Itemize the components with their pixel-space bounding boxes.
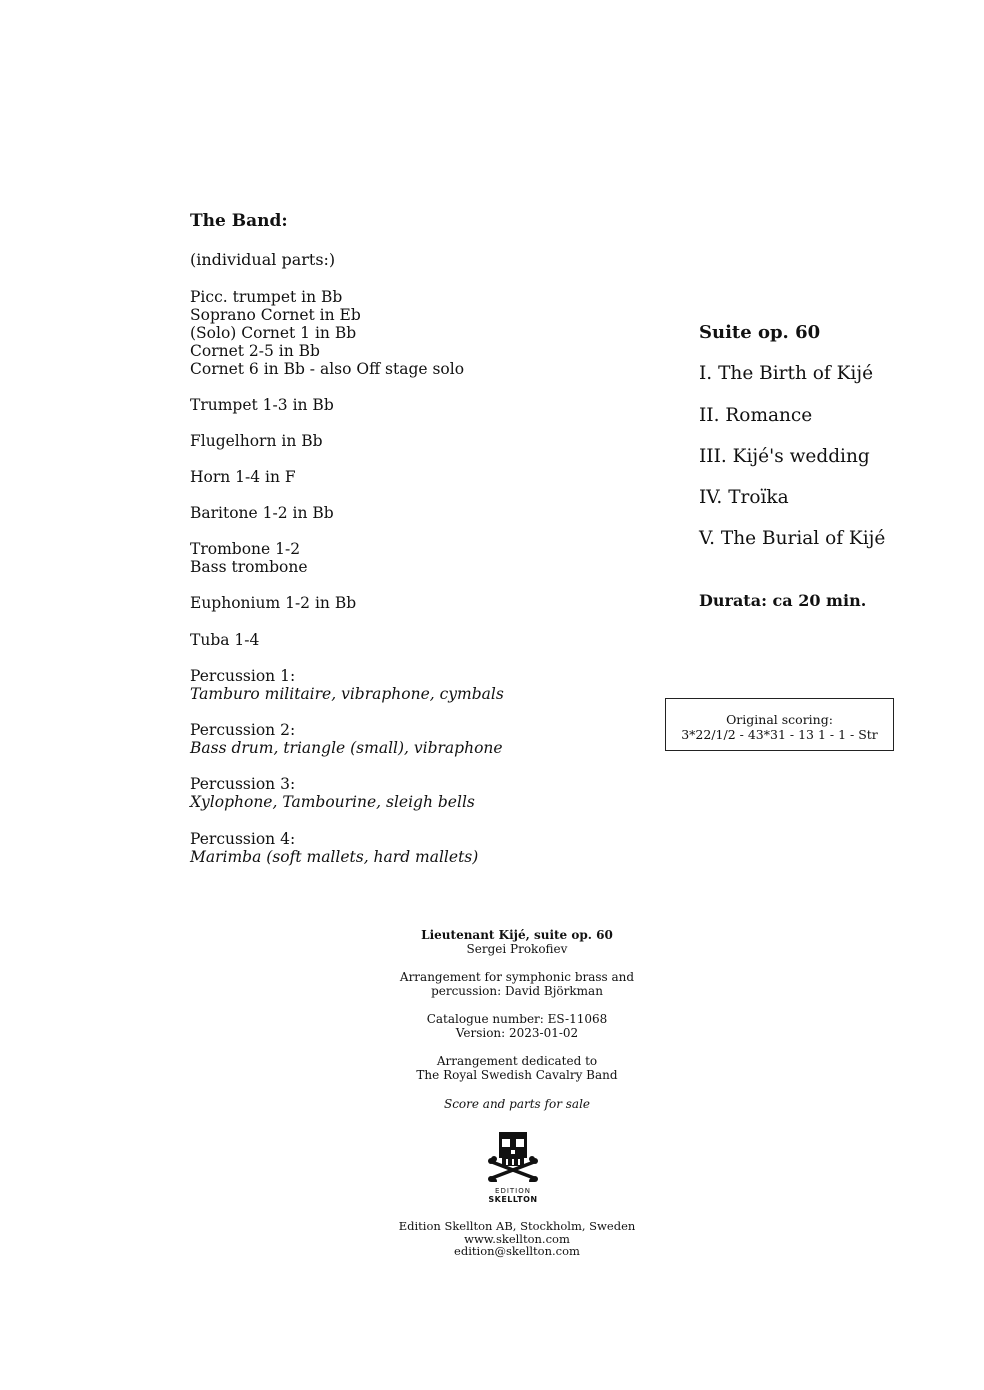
original-scoring-label: Original scoring: <box>726 712 833 727</box>
movement-title: I. The Birth of Kijé <box>699 363 874 384</box>
catalogue-number: Catalogue number: ES-11068 <box>426 1012 608 1026</box>
movement-title: III. Kijé's wedding <box>699 446 870 467</box>
dedication-line: The Royal Swedish Cavalry Band <box>416 1068 618 1082</box>
colophon-arrangement <box>380 970 654 998</box>
arrangement-line: Arrangement for symphonic brass and <box>399 970 635 984</box>
movement-title: IV. Troïka <box>699 487 789 508</box>
part-line: Flugelhorn in Bb <box>190 432 323 450</box>
publisher-website[interactable]: www.skellton.com <box>464 1231 570 1246</box>
percussion-instruments: Tamburo militaire, vibraphone, cymbals <box>190 685 504 703</box>
percussion-heading: Percussion 1: <box>190 667 296 685</box>
band-subtitle: (individual parts:) <box>190 250 336 269</box>
part-line: Trumpet 1-3 in Bb <box>190 396 334 414</box>
skull-crossbones-icon <box>486 1130 540 1182</box>
part-line: Euphonium 1-2 in Bb <box>190 594 357 612</box>
arrangement-line: percussion: David Björkman <box>431 984 603 998</box>
band-title: The Band: <box>190 211 288 231</box>
part-line: Tuba 1-4 <box>190 631 260 649</box>
publisher-name: Edition Skellton AB, Stockholm, Sweden <box>398 1219 636 1233</box>
sale-note: Score and parts for sale <box>443 1097 591 1111</box>
duration: Durata: ca 20 min. <box>699 591 867 610</box>
movement-title: V. The Burial of Kijé <box>699 528 886 549</box>
part-line: Cornet 2-5 in Bb <box>190 342 320 360</box>
dedication-line: Arrangement dedicated to <box>436 1054 598 1068</box>
part-line: (Solo) Cornet 1 in Bb <box>190 324 357 342</box>
part-line: Soprano Cornet in Eb <box>190 306 361 324</box>
part-line: Cornet 6 in Bb - also Off stage solo <box>190 360 465 378</box>
colophon-work <box>380 928 654 956</box>
version: Version: 2023-01-02 <box>455 1026 579 1040</box>
part-line: Horn 1-4 in F <box>190 468 296 486</box>
percussion-heading: Percussion 2: <box>190 721 296 739</box>
part-line: Baritone 1-2 in Bb <box>190 504 334 522</box>
percussion-instruments: Bass drum, triangle (small), vibraphone <box>190 739 503 757</box>
publisher-info <box>380 1220 654 1258</box>
publisher-email[interactable]: edition@skellton.com <box>454 1244 580 1258</box>
colophon-catalogue <box>380 1012 654 1040</box>
skull-logo <box>486 1130 540 1204</box>
percussion-instruments: Xylophone, Tambourine, sleigh bells <box>190 793 475 811</box>
percussion-instruments: Marimba (soft mallets, hard mallets) <box>190 848 479 866</box>
original-scoring-box <box>665 698 894 751</box>
percussion-heading: Percussion 4: <box>190 830 296 848</box>
suite-title: Suite op. 60 <box>699 322 821 343</box>
work-title: Lieutenant Kijé, suite op. 60 <box>421 928 613 942</box>
composer: Sergei Prokofiev <box>466 942 568 956</box>
part-line: Bass trombone <box>190 558 308 576</box>
colophon-dedication <box>380 1054 654 1082</box>
part-line: Trombone 1-2 <box>190 540 301 558</box>
logo-text-bottom: SKELLTON <box>488 1195 538 1204</box>
logo-text-top: EDITION <box>495 1187 531 1195</box>
percussion-heading: Percussion 3: <box>190 775 296 793</box>
movement-title: II. Romance <box>699 405 813 426</box>
original-scoring-value: 3*22/1/2 - 43*31 - 13 1 - 1 - Str <box>681 727 878 742</box>
part-line: Picc. trumpet in Bb <box>190 288 343 306</box>
